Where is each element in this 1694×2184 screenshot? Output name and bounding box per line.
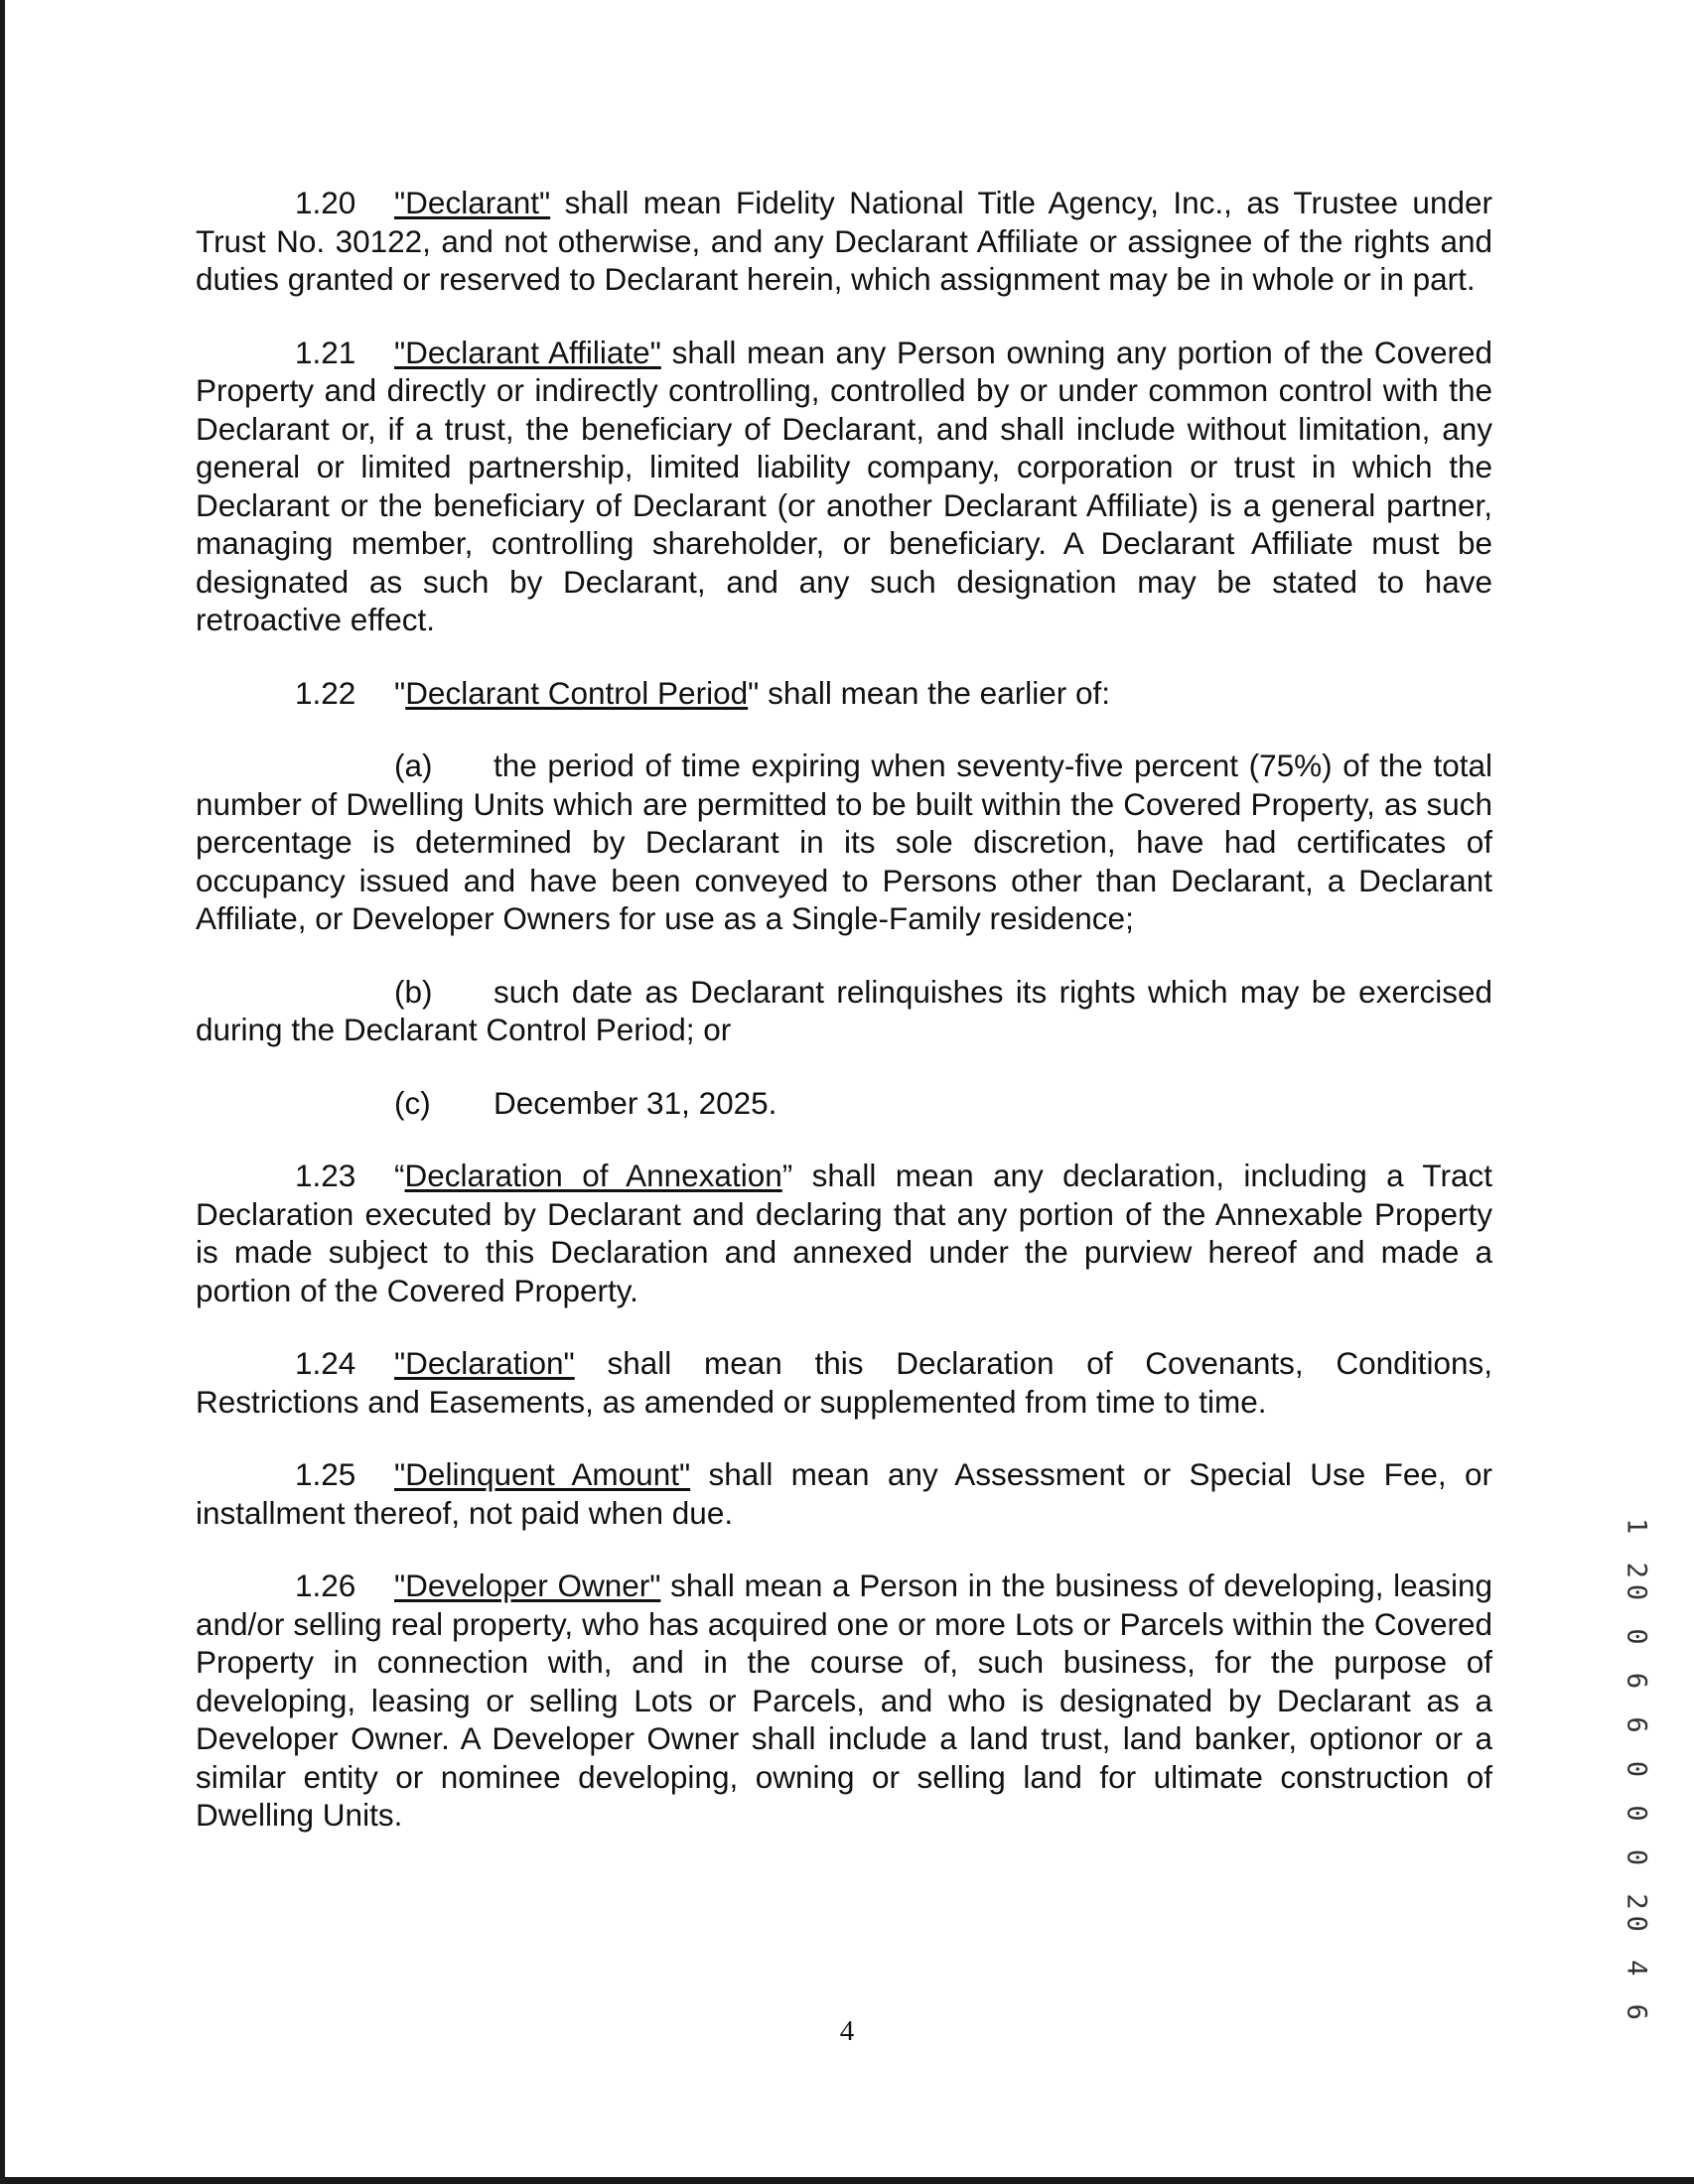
recording-stamp-text: 1 20 0 6 6 0 0 0 20 4 6 [1621, 1518, 1652, 2026]
section-text: shall mean any declaration, including a Tract Declaration executed by Declarant and declaring that any portion of the Annexable Property is made subject to this Declaration and annexed under the purview hereof and made a portion of the Covered Property. [196, 1158, 1492, 1308]
defined-term: "Declaration" [394, 1345, 575, 1381]
defined-term: "Developer Owner" [394, 1568, 661, 1603]
section-1-23 [196, 1157, 1492, 1309]
section-number: 1.21 [295, 334, 356, 370]
section-number: 1.23 [295, 1158, 356, 1193]
defined-term: "Declarant" [394, 185, 551, 220]
scan-edge-left [0, 0, 5, 2184]
section-1-26 [196, 1567, 1492, 1835]
section-1-25 [196, 1455, 1492, 1532]
quote-open: “ [394, 1158, 405, 1193]
section-text: shall mean this Declaration of Covenants, Conditions, Restrictions and Easements, as amended or supplemented from time to time. [196, 1345, 1492, 1420]
section-text: shall mean Fidelity National Title Agency, Inc., as Trustee under Trust No. 30122, and not otherwise, and any Declarant Affiliate or assignee of the rights and duties granted or reserved to Declarant herein, which assignment may be in whole or in part. [196, 185, 1492, 297]
defined-term: Declaration of Annexation [404, 1158, 782, 1193]
section-number: 1.25 [295, 1456, 356, 1492]
section-text: shall mean the earlier of: [768, 674, 1110, 711]
scan-edge-bottom [0, 2177, 1694, 2184]
item-text: December 31, 2025. [494, 1084, 777, 1121]
item-letter: (a) [394, 748, 433, 783]
defined-term: Declarant Control Period [405, 674, 749, 711]
quote-open: " [394, 674, 406, 711]
quote-close: ” [781, 1158, 793, 1193]
section-1-22-item-c [196, 1084, 1492, 1123]
section-1-22-item-b [196, 973, 1492, 1049]
recording-stamp [1617, 1518, 1656, 2026]
section-text: shall mean a Person in the business of developing, leasing and/or selling real property, who has acquired one or more Lots or Parcels within the Covered Property in connection with, and in the course of, such business, for the purpose of developing, leasing or selling Lots or Parcels, and who is designated by Declarant as a Developer Owner. A Developer Owner shall include a land trust, land banker, optionor or a similar entity or nominee developing, owning or selling land for ultimate construction of Dwelling Units. [196, 1568, 1492, 1833]
section-number: 1.20 [295, 185, 356, 220]
item-letter: (b) [394, 973, 433, 1010]
section-text: shall mean any Assessment or Special Use Fee, or installment thereof, not paid when due. [196, 1456, 1492, 1531]
section-number: 1.22 [295, 674, 356, 711]
quote-close: " [748, 674, 760, 711]
item-text: such date as Declarant relinquishes its rights which may be exercised during the Declarant Control Period; or [196, 973, 1492, 1047]
defined-term: "Delinquent Amount" [394, 1456, 691, 1492]
page-number: 4 [839, 2015, 855, 2047]
section-number: 1.26 [295, 1568, 356, 1603]
section-number: 1.24 [295, 1345, 356, 1381]
defined-term: "Declarant Affiliate" [394, 334, 661, 370]
item-text: the period of time expiring when seventy-five percent (75%) of the total number of Dwelling Units which are permitted to be built within the Covered Property, as such percentage is determined by Declarant in its sole discretion, have had certificates of occupancy issued and have been conveyed to Persons other than Declarant, a Declarant Affiliate, or Developer Owners for use as a Single-Family residence; [196, 748, 1492, 936]
section-1-21 [196, 334, 1492, 639]
section-text: shall mean any Person owning any portion of the Covered Property and directly or indirectly controlling, controlled by or under common control with the Declarant or, if a trust, the beneficiary of Declarant, and shall include without limitation, any general or limited partnership, limited liability company, corporation or trust in which the Declarant or the beneficiary of Declarant (or another Declarant Affiliate) is a general partner, managing member, controlling shareholder, or beneficiary. A Declarant Affiliate must be designated as such by Declarant, and any such designation may be stated to have retroactive effect. [196, 334, 1492, 637]
section-1-22-item-a [196, 747, 1492, 938]
document-body [196, 184, 1492, 1869]
section-1-22 [196, 674, 1492, 713]
item-letter: (c) [394, 1084, 431, 1121]
section-1-20 [196, 184, 1492, 299]
section-1-24 [196, 1344, 1492, 1421]
